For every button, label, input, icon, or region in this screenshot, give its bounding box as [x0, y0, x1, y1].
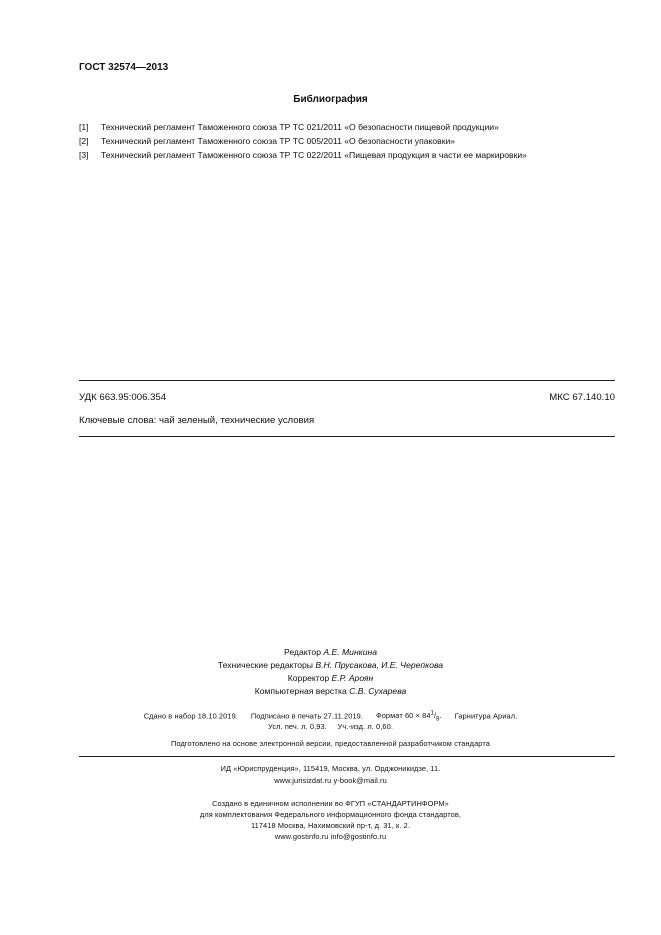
- credit-editor: [0, 647, 661, 657]
- imprint-format: Формат $60 \times 84^1/_8$.: [375, 711, 442, 723]
- publisher-line-1: ИД «Юриспруденция», 115419, Москва, ул. Орджоникидзе, 11.: [220, 764, 441, 773]
- top-divider: [79, 380, 615, 381]
- credit-corrector-label: Корректор: [287, 673, 330, 683]
- imprint-prepared: Подготовлено на основе электронной версии, предоставленной разработчиком стандарта: [171, 739, 490, 748]
- imprint-format-numerator: 1: [430, 711, 434, 717]
- bibliography-item: [79, 122, 499, 132]
- imprint-line-2: [0, 722, 661, 731]
- publisher-line-4: для комплектования Федерального информационного фонда стандартов,: [199, 810, 462, 819]
- credit-layout-name: С.В. Сухарева: [349, 686, 407, 696]
- publisher-line-5: 117418 Москва, Нахимовский пр-т, д. 31, к. 2.: [250, 821, 411, 830]
- credit-layout: [0, 686, 661, 696]
- publisher-line-6: www.gostinfo.ru info@gostinfo.ru: [274, 832, 387, 841]
- standard-number: ГОСТ 32574—2013: [79, 62, 169, 73]
- imprint-typeface: Гарнитура Ариал.: [454, 711, 518, 721]
- bibliography-title: Библиография: [293, 94, 368, 105]
- imprint-format-separator: /: [433, 711, 437, 721]
- bottom-divider: [79, 436, 615, 437]
- imprint-sent-to-set: Сдано в набор 18.10.2019.: [143, 711, 238, 721]
- credit-editor-label: Редактор: [283, 647, 321, 657]
- imprint-format-prefix: Формат 60 × 84: [375, 711, 431, 721]
- credit-tech-editors-names: В.Н. Прусакова, И.Е. Черепкова: [315, 660, 444, 670]
- publisher-line-3: Создано в единичном исполнении во ФГУП «СТАНДАРТИНФОРМ»: [212, 799, 449, 808]
- keywords: Ключевые слова: чай зеленый, технические условия: [79, 415, 315, 426]
- bibliography-item: [79, 150, 527, 160]
- bibliography-item-text: Технический регламент Таможенного союза ТР ТС 022/2011 «Пищевая продукция в части ее маркировки»: [101, 150, 527, 160]
- bibliography-item-text: Технический регламент Таможенного союза ТР ТС 021/2011 «О безопасности пищевой продукции»: [101, 122, 499, 132]
- bibliography-item-number: [3]: [79, 150, 89, 160]
- publisher-divider: [79, 756, 615, 757]
- imprint-print-sheets: Усл. печ. л. 0,93.: [268, 722, 327, 731]
- udk-code: УДК 663.95:006.354: [79, 392, 167, 403]
- credit-corrector: [0, 673, 661, 683]
- imprint-pub-sheets: Уч.-изд. л. 0,60.: [337, 722, 393, 731]
- bibliography-item-number: [1]: [79, 122, 89, 132]
- credit-corrector-name: Е.Р. Ароян: [331, 673, 374, 683]
- bibliography-item-number: [2]: [79, 136, 89, 146]
- credit-layout-label: Компьютерная верстка: [254, 686, 347, 696]
- mks-code: МКС 67.140.10: [549, 392, 615, 403]
- credit-tech-editors-label: Технические редакторы: [217, 660, 313, 670]
- bibliography-item: [79, 136, 455, 146]
- imprint-format-denominator: 8: [436, 716, 440, 723]
- publisher-line-2: www.jurisizdat.ru y-book@mail.ru: [274, 776, 387, 785]
- credit-tech-editors: [0, 660, 661, 670]
- bibliography-item-text: Технический регламент Таможенного союза ТР ТС 005/2011 «О безопасности упаковки»: [101, 136, 456, 146]
- imprint-signed-print: Подписано в печать 27.11.2019.: [250, 711, 364, 721]
- credit-editor-name: А.Е. Минкина: [323, 647, 378, 657]
